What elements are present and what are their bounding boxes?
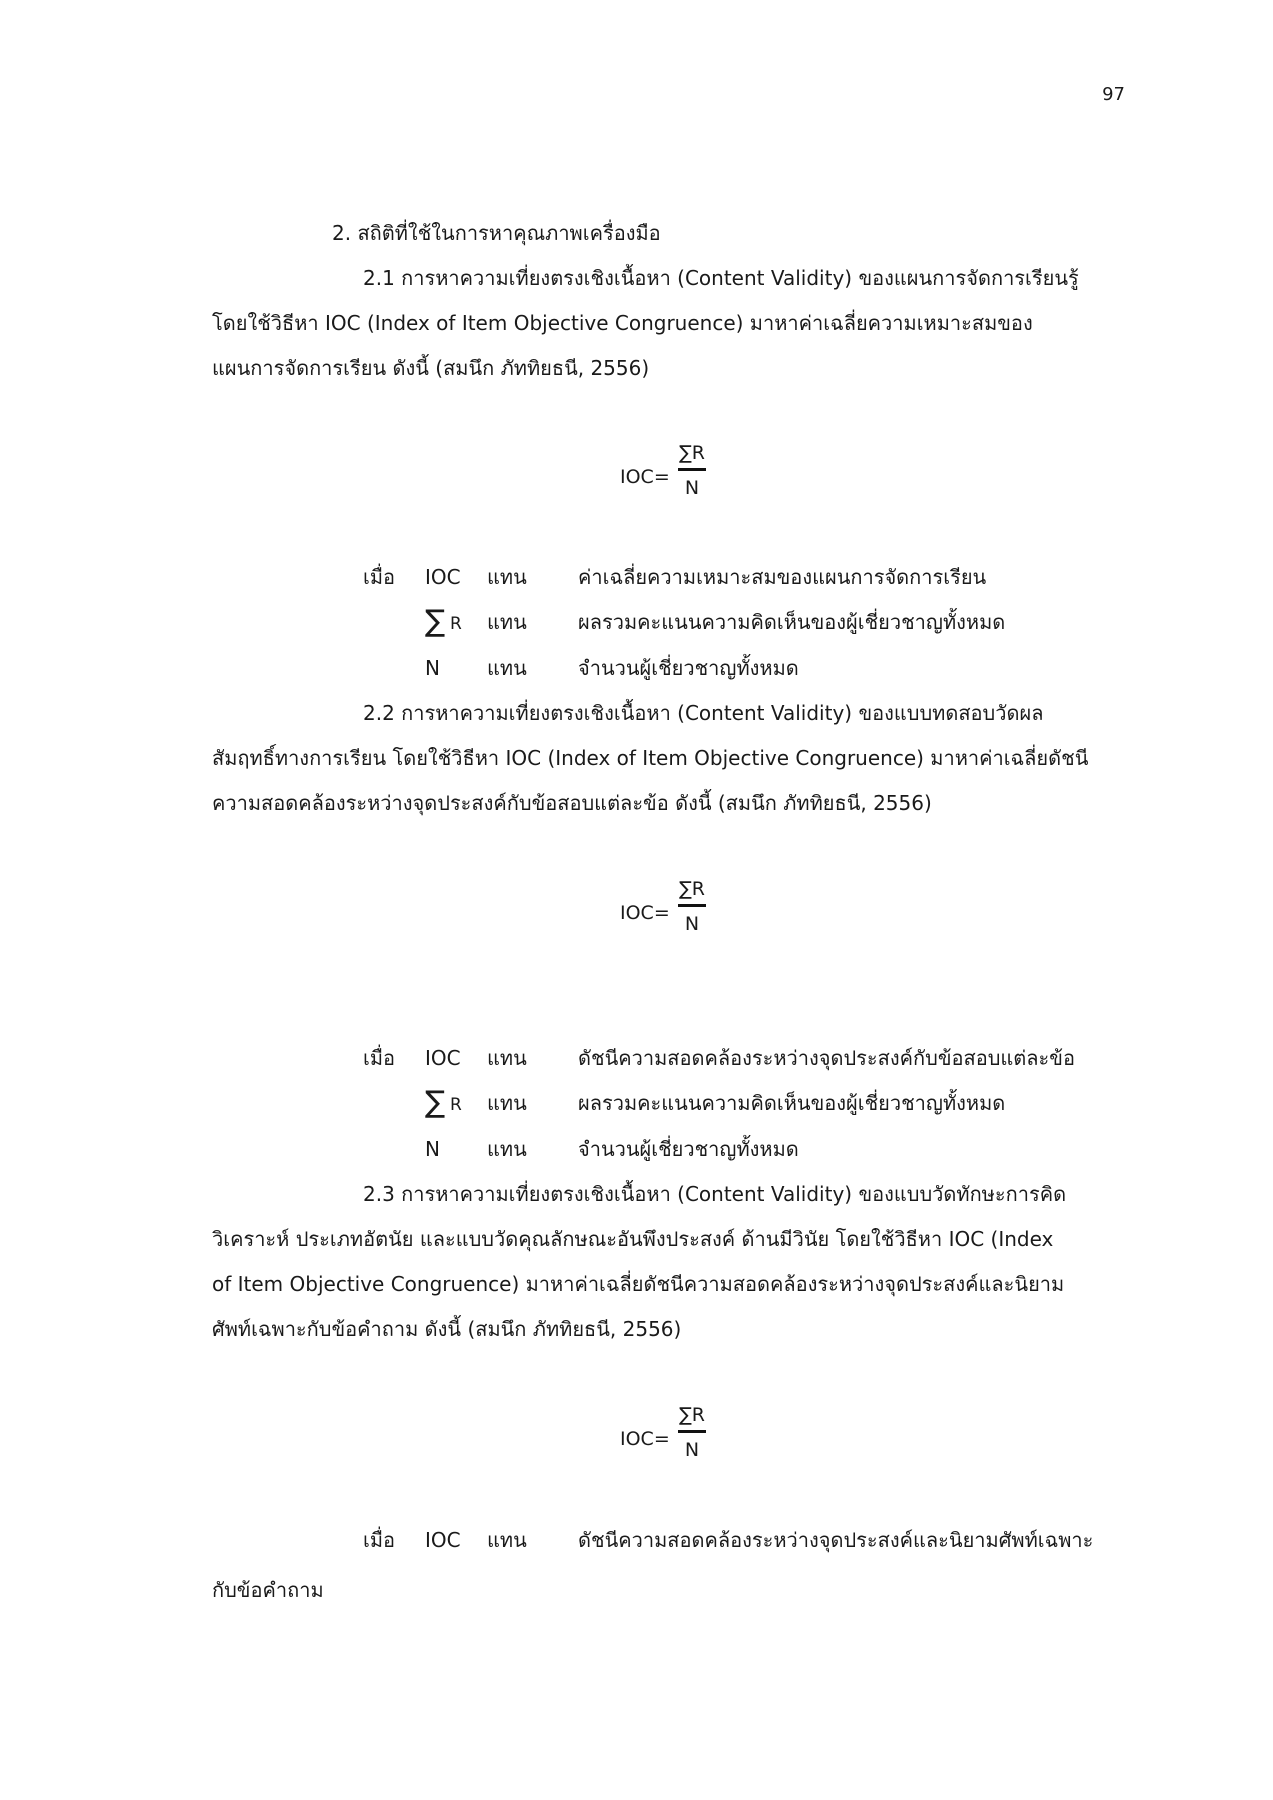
paragraph-line: ศัพท์เฉพาะกับข้อคำถาม ดังนี้ (สมนึก ภัททิยธนี, 2556) [212,1317,682,1341]
n-description: จำนวนผู้เชี่ยวชาญทั้งหมด [578,656,799,680]
when-label: เมื่อ [363,1528,396,1552]
sigma-symbol: ∑ [425,1085,446,1120]
fraction-bar [678,904,706,907]
sum-r-description: ผลรวมคะแนนความคิดเห็นของผู้เชี่ยวชาญทั้งหมด [578,610,1006,634]
section-heading: 2. สถิติที่ใช้ในการหาคุณภาพเครื่องมือ [332,221,661,245]
sigma-symbol: ∑ [425,604,446,639]
paragraph-line: วิเคราะห์ ประเภทอัตนัย และแบบวัดคุณลักษณะอันพึงประสงค์ ด้านมีวินัย โดยใช้วิธีหา IOC (Index [212,1227,1054,1251]
n-description: จำนวนผู้เชี่ยวชาญทั้งหมด [578,1137,799,1161]
ioc-description: ดัชนีความสอดคล้องระหว่างจุดประสงค์กับข้อสอบแต่ละข้อ [578,1046,1075,1070]
formula-fraction [678,440,706,501]
term-r: R [450,1095,462,1115]
paragraph-line: ความสอดคล้องระหว่างจุดประสงค์กับข้อสอบแต่ละข้อ ดังนี้ (สมนึก ภัททิยธนี, 2556) [212,791,932,815]
paragraph-line: โดยใช้วิธีหา IOC (Index of Item Objective Congruence) มาหาค่าเฉลี่ยความเหมาะสมของ [212,311,1033,335]
formula-denominator: N [684,913,700,935]
stands-for-label: แทน [487,1528,527,1552]
term-r: R [450,614,462,634]
fraction-bar [678,1430,706,1433]
paragraph-line: 2.2 การหาความเที่ยงตรงเชิงเนื้อหา (Content Validity) ของแบบทดสอบวัดผล [363,701,1044,725]
paragraph-line: สัมฤทธิ์ทางการเรียน โดยใช้วิธีหา IOC (Index of Item Objective Congruence) มาหาค่าเฉลี่ยดัชนี [212,746,1089,770]
ioc-formula [620,440,720,516]
term-ioc: IOC [425,1528,461,1552]
stands-for-label: แทน [487,610,527,634]
stands-for-label: แทน [487,565,527,589]
stands-for-label: แทน [487,1046,527,1070]
term-ioc: IOC [425,565,461,589]
when-label: เมื่อ [363,1046,396,1070]
term-n: N [425,656,440,680]
ioc-description: ดัชนีความสอดคล้องระหว่างจุดประสงค์และนิยามศัพท์เฉพาะ [578,1528,1094,1552]
ioc-formula [620,1402,720,1478]
ioc-description: ค่าเฉลี่ยความเหมาะสมของแผนการจัดการเรียน [578,565,987,589]
sum-r-description: ผลรวมคะแนนความคิดเห็นของผู้เชี่ยวชาญทั้งหมด [578,1091,1006,1115]
paragraph-line: 2.1 การหาความเที่ยงตรงเชิงเนื้อหา (Content Validity) ของแผนการจัดการเรียนรู้ [363,266,1079,290]
formula-lhs: IOC= [620,466,670,488]
stands-for-label: แทน [487,1137,527,1161]
stands-for-label: แทน [487,656,527,680]
term-n: N [425,1137,440,1161]
stands-for-label: แทน [487,1091,527,1115]
paragraph-line: of Item Objective Congruence) มาหาค่าเฉลี่ยดัชนีความสอดคล้องระหว่างจุดประสงค์และนิยาม [212,1272,1065,1296]
ioc-formula [620,876,720,952]
formula-denominator: N [684,477,700,499]
formula-numerator: ∑R [678,442,705,464]
formula-numerator: ∑R [678,878,705,900]
term-ioc: IOC [425,1046,461,1070]
page-number: 97 [1102,84,1125,105]
paragraph-line: 2.3 การหาความเที่ยงตรงเชิงเนื้อหา (Content Validity) ของแบบวัดทักษะการคิด [363,1182,1067,1206]
formula-lhs: IOC= [620,902,670,924]
fraction-bar [678,468,706,471]
formula-fraction [678,1402,706,1463]
formula-fraction [678,876,706,937]
formula-lhs: IOC= [620,1428,670,1450]
definition-continuation: กับข้อคำถาม [212,1578,324,1602]
when-label: เมื่อ [363,565,396,589]
paragraph-line: แผนการจัดการเรียน ดังนี้ (สมนึก ภัททิยธนี, 2556) [212,356,650,380]
formula-numerator: ∑R [678,1404,705,1426]
formula-denominator: N [684,1439,700,1461]
